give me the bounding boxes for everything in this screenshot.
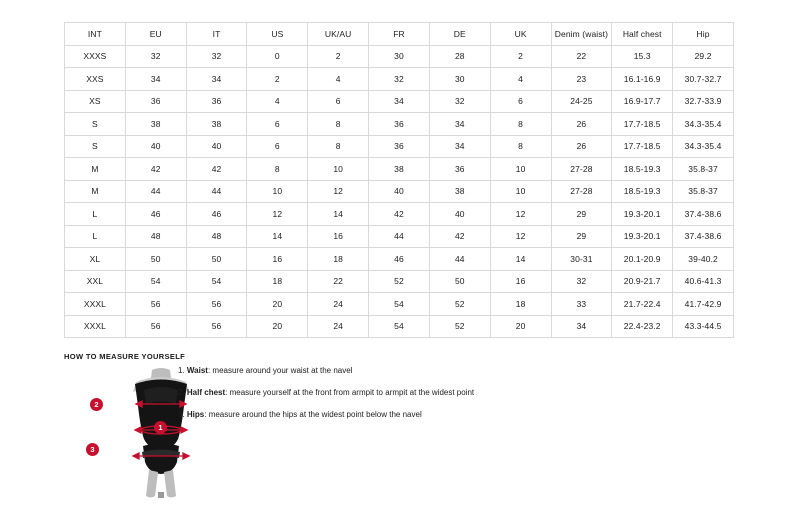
table-cell: 54 (369, 293, 430, 316)
table-cell: 38 (369, 158, 430, 181)
table-row (65, 270, 734, 293)
table-row (65, 113, 734, 136)
table-cell: 50 (186, 248, 247, 271)
table-cell: 6 (247, 113, 308, 136)
table-cell: 8 (247, 158, 308, 181)
table-cell: 50 (125, 248, 186, 271)
column-header: Hip (673, 23, 734, 46)
step-text: : measure around your waist at the navel (207, 366, 353, 375)
step-number: 3. (178, 410, 185, 419)
table-cell: 54 (125, 270, 186, 293)
table-row (65, 135, 734, 158)
table-cell: 48 (186, 225, 247, 248)
column-header: FR (369, 23, 430, 46)
table-cell: 37.4-38.6 (673, 203, 734, 226)
table-cell: 12 (490, 225, 551, 248)
table-cell: 12 (490, 203, 551, 226)
table-cell: 18.5-19.3 (612, 180, 673, 203)
table-cell: 14 (490, 248, 551, 271)
table-cell: XXXL (65, 315, 126, 338)
table-cell: 6 (308, 90, 369, 113)
table-cell: 29.2 (673, 45, 734, 68)
table-cell: 44 (369, 225, 430, 248)
table-cell: 56 (186, 315, 247, 338)
table-cell: S (65, 113, 126, 136)
table-cell: 0 (247, 45, 308, 68)
table-cell: 16 (247, 248, 308, 271)
table-cell: 10 (308, 158, 369, 181)
table-row (65, 68, 734, 91)
table-row (65, 315, 734, 338)
table-cell: 52 (369, 270, 430, 293)
table-cell: 33 (551, 293, 612, 316)
table-row (65, 225, 734, 248)
step-number: 1. (178, 366, 185, 375)
table-cell: 20 (247, 293, 308, 316)
table-cell: 42 (429, 225, 490, 248)
step-number: 2. (178, 388, 185, 397)
table-cell: 17.7-18.5 (612, 113, 673, 136)
table-cell: 29 (551, 203, 612, 226)
table-cell: 30 (429, 68, 490, 91)
table-cell: 54 (186, 270, 247, 293)
table-cell: 30-31 (551, 248, 612, 271)
table-cell: 24-25 (551, 90, 612, 113)
table-cell: 29 (551, 225, 612, 248)
table-cell: 8 (308, 135, 369, 158)
table-cell: 52 (429, 293, 490, 316)
column-header: Denim (waist) (551, 23, 612, 46)
column-header: DE (429, 23, 490, 46)
column-header: IT (186, 23, 247, 46)
table-cell: 18.5-19.3 (612, 158, 673, 181)
table-cell: XXXL (65, 293, 126, 316)
table-cell: 16 (308, 225, 369, 248)
table-cell: 32 (429, 90, 490, 113)
table-cell: 16 (490, 270, 551, 293)
table-cell: 42 (186, 158, 247, 181)
table-cell: 40 (125, 135, 186, 158)
table-cell: S (65, 135, 126, 158)
table-cell: 38 (429, 180, 490, 203)
table-cell: 50 (429, 270, 490, 293)
table-cell: L (65, 225, 126, 248)
table-cell: 14 (247, 225, 308, 248)
table-cell: 34.3-35.4 (673, 113, 734, 136)
table-cell: 19.3-20.1 (612, 225, 673, 248)
table-cell: XL (65, 248, 126, 271)
column-header: UK/AU (308, 23, 369, 46)
table-cell: 23 (551, 68, 612, 91)
table-row (65, 293, 734, 316)
column-header: US (247, 23, 308, 46)
table-cell: 30.7-32.7 (673, 68, 734, 91)
table-cell: 38 (186, 113, 247, 136)
table-cell: 36 (429, 158, 490, 181)
step-text: : measure yourself at the front from armpit to armpit at the widest point (225, 388, 475, 397)
table-cell: 30 (369, 45, 430, 68)
table-cell: 36 (369, 135, 430, 158)
size-table-container (64, 22, 734, 338)
table-cell: 2 (490, 45, 551, 68)
badge-hips: 3 (86, 443, 99, 456)
table-cell: 20.9-21.7 (612, 270, 673, 293)
table-cell: 6 (490, 90, 551, 113)
step-term: Half chest (186, 388, 226, 397)
table-cell: 20.1-20.9 (612, 248, 673, 271)
table-cell: 4 (308, 68, 369, 91)
size-conversion-table (64, 22, 734, 338)
table-cell: 6 (247, 135, 308, 158)
badge-half-chest: 2 (90, 398, 103, 411)
table-cell: 32 (125, 45, 186, 68)
table-row (65, 248, 734, 271)
table-cell: 37.4-38.6 (673, 225, 734, 248)
step-term: Waist (186, 366, 208, 375)
table-row (65, 90, 734, 113)
table-cell: M (65, 180, 126, 203)
table-cell: 22 (551, 45, 612, 68)
table-cell: 24 (308, 315, 369, 338)
table-cell: 56 (125, 315, 186, 338)
table-cell: 28 (429, 45, 490, 68)
table-cell: 36 (186, 90, 247, 113)
measure-step (178, 366, 598, 376)
table-cell: 10 (490, 180, 551, 203)
table-cell: 18 (247, 270, 308, 293)
table-header-row (65, 23, 734, 46)
table-row (65, 203, 734, 226)
table-cell: 27-28 (551, 158, 612, 181)
table-cell: 42 (369, 203, 430, 226)
table-cell: 38 (125, 113, 186, 136)
table-cell: 12 (247, 203, 308, 226)
table-cell: 10 (247, 180, 308, 203)
measure-step (178, 410, 598, 420)
column-header: UK (490, 23, 551, 46)
table-cell: 52 (429, 315, 490, 338)
table-cell: 43.3-44.5 (673, 315, 734, 338)
table-cell: 41.7-42.9 (673, 293, 734, 316)
column-header: INT (65, 23, 126, 46)
table-cell: 2 (308, 45, 369, 68)
table-cell: 32 (186, 45, 247, 68)
table-cell: 16.9-17.7 (612, 90, 673, 113)
table-cell: 27-28 (551, 180, 612, 203)
table-cell: XXS (65, 68, 126, 91)
table-cell: 19.3-20.1 (612, 203, 673, 226)
table-cell: 48 (125, 225, 186, 248)
how-to-measure-title: HOW TO MEASURE YOURSELF (64, 352, 186, 361)
table-cell: 42 (125, 158, 186, 181)
table-cell: 17.7-18.5 (612, 135, 673, 158)
step-text: : measure around the hips at the widest point below the navel (204, 410, 422, 419)
step-term: Hips (186, 410, 205, 419)
table-cell: 21.7-22.4 (612, 293, 673, 316)
table-cell: 4 (247, 90, 308, 113)
table-cell: 26 (551, 135, 612, 158)
measure-step (178, 388, 598, 398)
table-cell: 40 (186, 135, 247, 158)
table-cell: 39-40.2 (673, 248, 734, 271)
table-cell: 4 (490, 68, 551, 91)
table-cell: 8 (490, 113, 551, 136)
table-cell: 22 (308, 270, 369, 293)
table-cell: 46 (125, 203, 186, 226)
table-cell: 34 (369, 90, 430, 113)
table-cell: 22.4-23.2 (612, 315, 673, 338)
table-cell: L (65, 203, 126, 226)
table-cell: 10 (490, 158, 551, 181)
table-cell: 46 (186, 203, 247, 226)
table-cell: XS (65, 90, 126, 113)
table-cell: 56 (186, 293, 247, 316)
table-cell: 16.1-16.9 (612, 68, 673, 91)
table-cell: 32.7-33.9 (673, 90, 734, 113)
table-cell: 20 (490, 315, 551, 338)
measure-steps (178, 366, 598, 432)
table-cell: 35.8-37 (673, 158, 734, 181)
table-cell: 46 (369, 248, 430, 271)
table-cell: 15.3 (612, 45, 673, 68)
column-header: Half chest (612, 23, 673, 46)
column-header: EU (125, 23, 186, 46)
table-row (65, 45, 734, 68)
table-cell: M (65, 158, 126, 181)
table-cell: 8 (308, 113, 369, 136)
table-cell: 24 (308, 293, 369, 316)
table-cell: 12 (308, 180, 369, 203)
table-cell: 36 (125, 90, 186, 113)
table-cell: 54 (369, 315, 430, 338)
table-cell: 18 (490, 293, 551, 316)
table-cell: 35.8-37 (673, 180, 734, 203)
table-cell: 20 (247, 315, 308, 338)
table-row (65, 158, 734, 181)
table-cell: 56 (125, 293, 186, 316)
table-cell: 8 (490, 135, 551, 158)
table-cell: 34.3-35.4 (673, 135, 734, 158)
table-row (65, 180, 734, 203)
table-cell: 34 (551, 315, 612, 338)
table-cell: 2 (247, 68, 308, 91)
table-cell: 40 (429, 203, 490, 226)
table-cell: XXXS (65, 45, 126, 68)
table-cell: 34 (429, 135, 490, 158)
table-cell: 40 (369, 180, 430, 203)
table-cell: 34 (186, 68, 247, 91)
table-cell: XXL (65, 270, 126, 293)
table-cell: 14 (308, 203, 369, 226)
table-cell: 32 (369, 68, 430, 91)
badge-waist: 1 (154, 421, 167, 434)
table-cell: 40.6-41.3 (673, 270, 734, 293)
table-cell: 44 (429, 248, 490, 271)
table-body (65, 45, 734, 338)
table-cell: 36 (369, 113, 430, 136)
table-cell: 26 (551, 113, 612, 136)
table-cell: 34 (125, 68, 186, 91)
table-cell: 32 (551, 270, 612, 293)
table-cell: 34 (429, 113, 490, 136)
table-cell: 44 (125, 180, 186, 203)
table-cell: 44 (186, 180, 247, 203)
table-cell: 18 (308, 248, 369, 271)
